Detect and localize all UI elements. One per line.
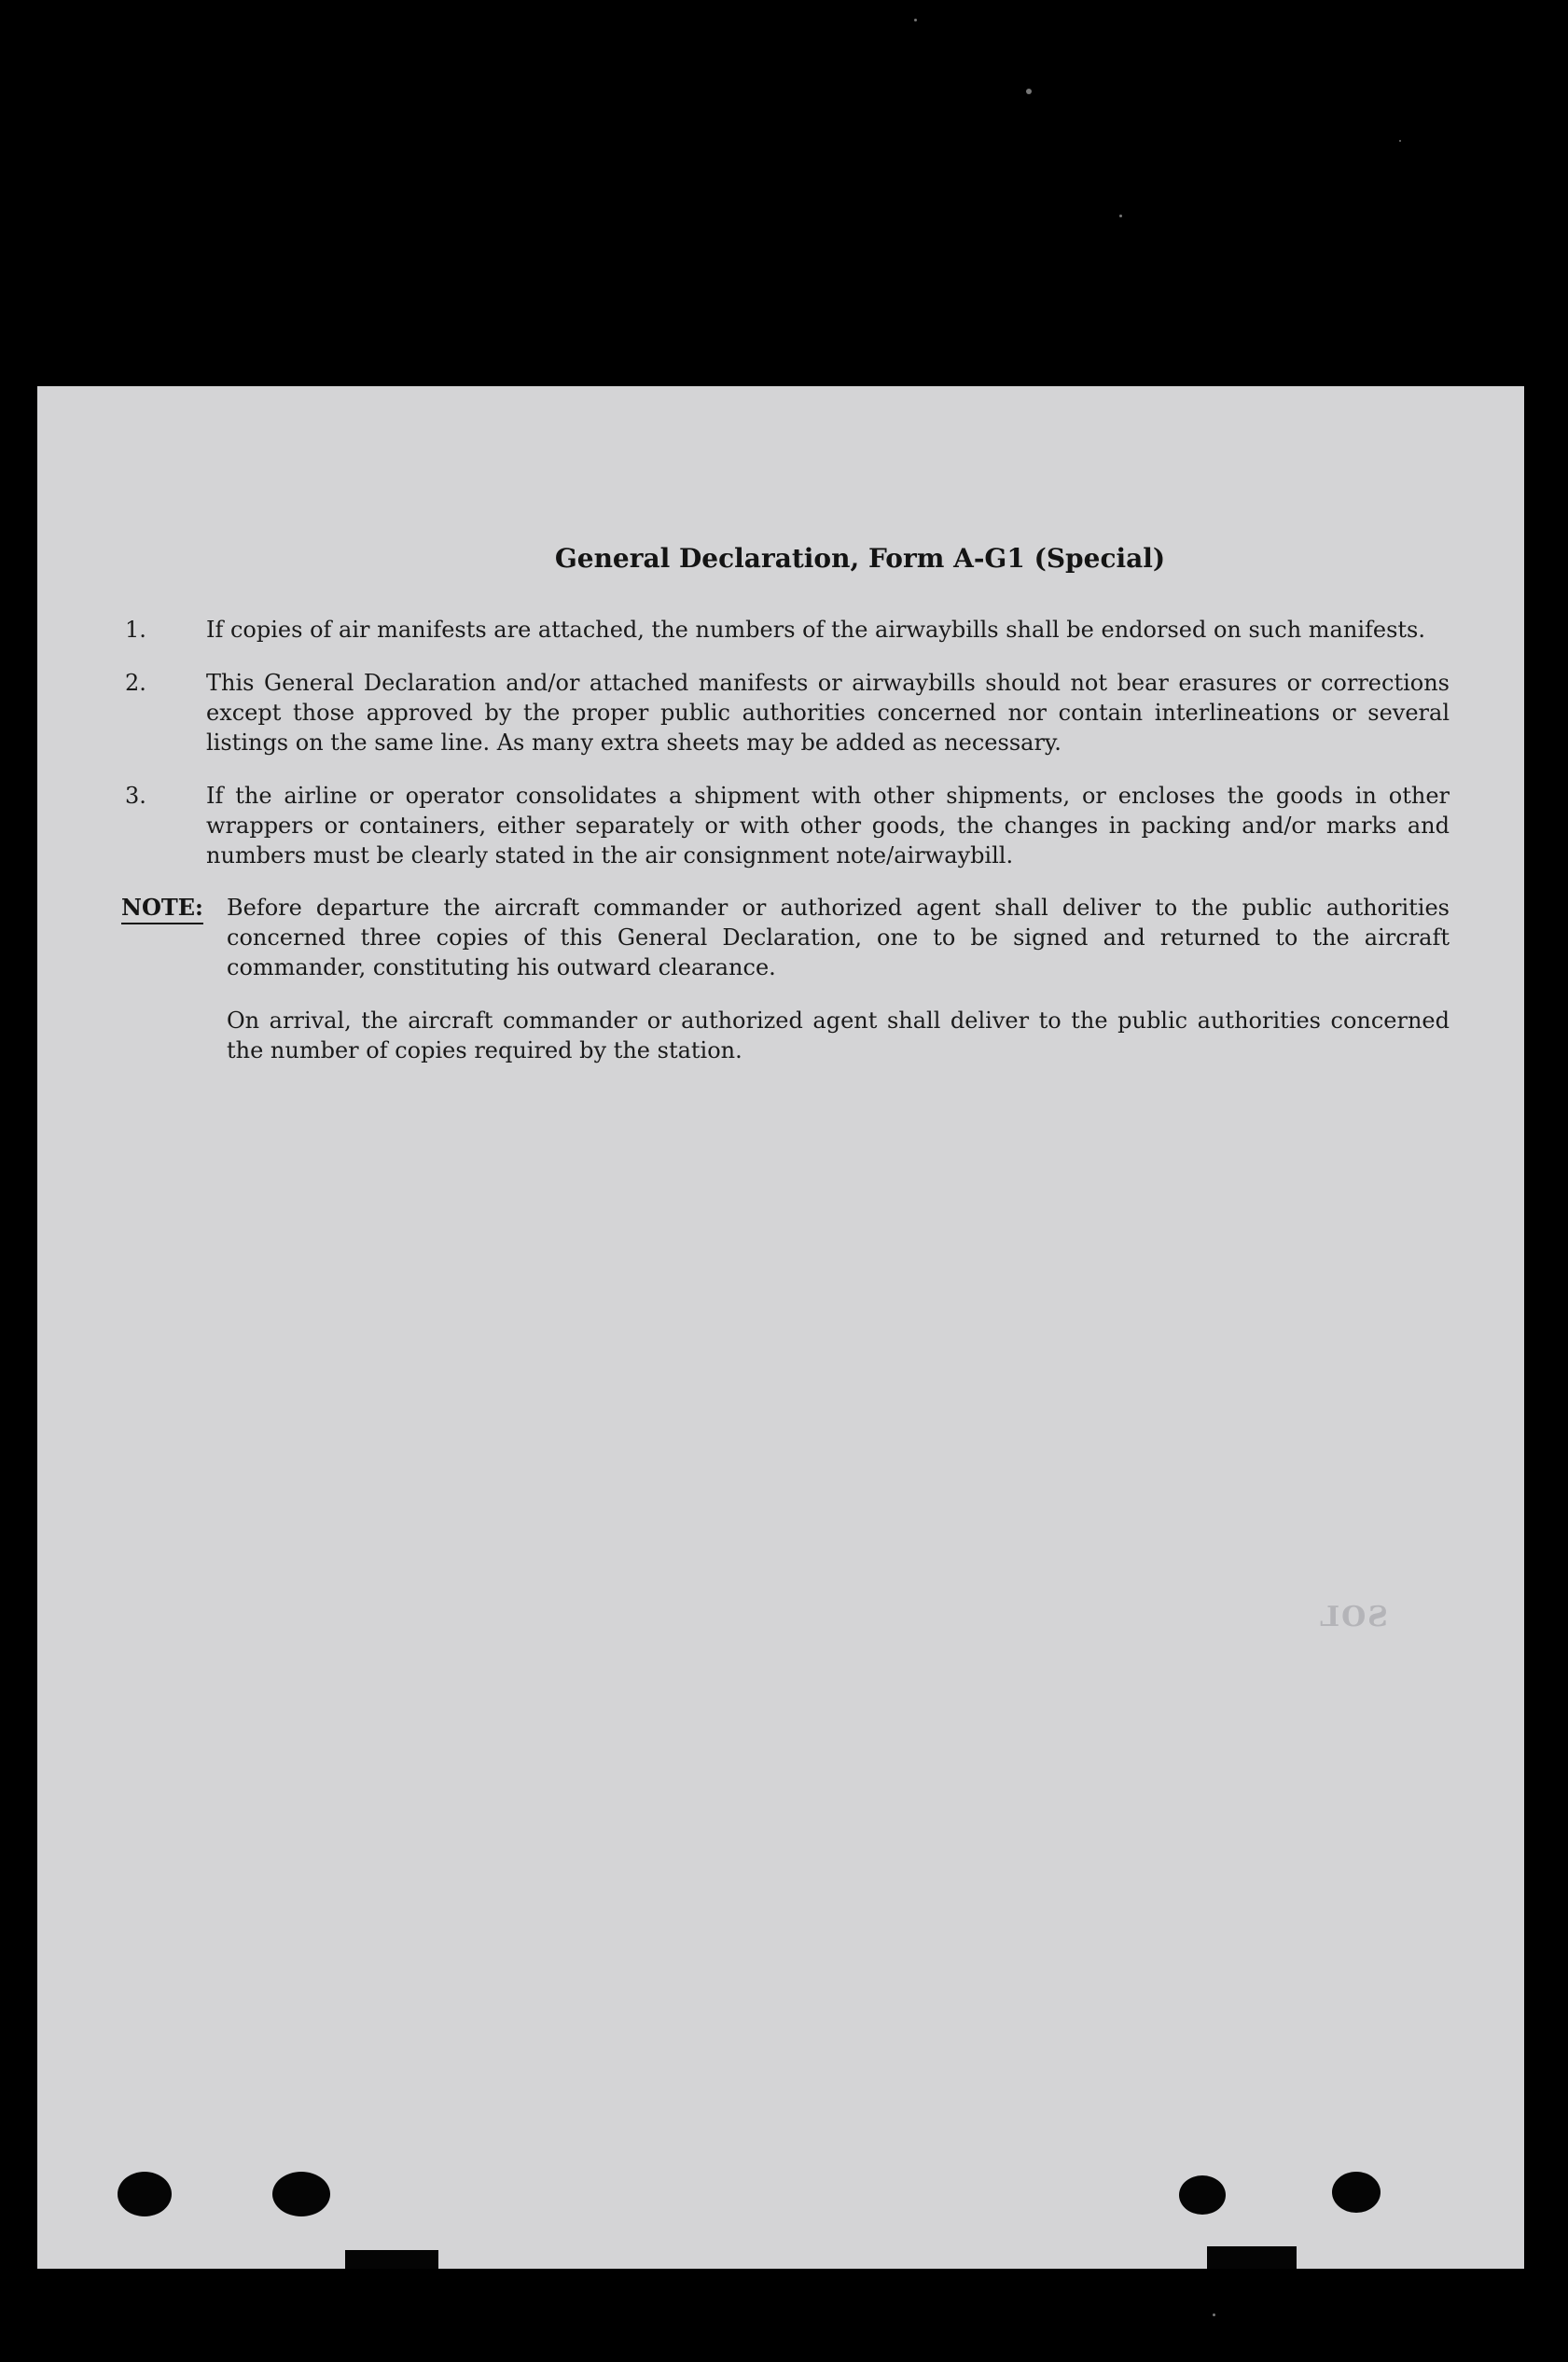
instruction-item-1 — [125, 615, 1450, 646]
binder-tab — [345, 2250, 438, 2269]
item-number: 2. — [125, 670, 146, 696]
note-label: NOTE: — [121, 893, 203, 924]
punch-hole-icon — [118, 2172, 172, 2216]
form-page — [37, 386, 1524, 2269]
dust-speck — [1026, 89, 1032, 94]
punch-hole-icon — [1179, 2175, 1226, 2215]
item-text: If copies of air manifests are attached, the numbers of the airwaybills shall be endorsed on such manifests. — [206, 617, 1425, 643]
item-text: If the airline or operator consolidates a shipment with other shipments, or encloses the goods in other wrappers or containers, either separately or with other goods, the changes in packing and/or marks and numbers must be clearly stated in the air consignment note/airwaybill. — [206, 783, 1450, 868]
punch-hole-icon — [1332, 2172, 1381, 2213]
note-paragraph-departure: Before departure the aircraft commander or authorized agent shall deliver to the public authorities concerned three copies of this General Declaration, one to be signed and returned to the aircraft commander, constituting his outward clearance. — [227, 895, 1450, 980]
punch-hole-icon — [272, 2172, 330, 2216]
item-text: This General Declaration and/or attached manifests or airwaybills should not bear erasures or corrections except those approved by the proper public authorities concerned nor contain interlineations or several listings on the same line. As many extra sheets may be added as necessary. — [206, 670, 1450, 756]
note-paragraph-arrival: On arrival, the aircraft commander or authorized agent shall deliver to the public authorities concerned the number of copies required by the station. — [227, 1007, 1450, 1063]
binder-tab — [1207, 2246, 1297, 2269]
item-number: 3. — [125, 783, 146, 809]
instruction-item-3 — [125, 781, 1450, 874]
form-title: General Declaration, Form A-G1 (Special) — [554, 543, 1166, 574]
dust-speck — [914, 19, 917, 21]
instruction-item-2 — [125, 668, 1450, 761]
item-number: 1. — [125, 617, 146, 643]
dust-speck — [1119, 215, 1122, 217]
dust-speck — [1213, 2313, 1215, 2316]
dust-speck — [1399, 140, 1401, 142]
show-through-mark: SOL — [1318, 1601, 1388, 1633]
